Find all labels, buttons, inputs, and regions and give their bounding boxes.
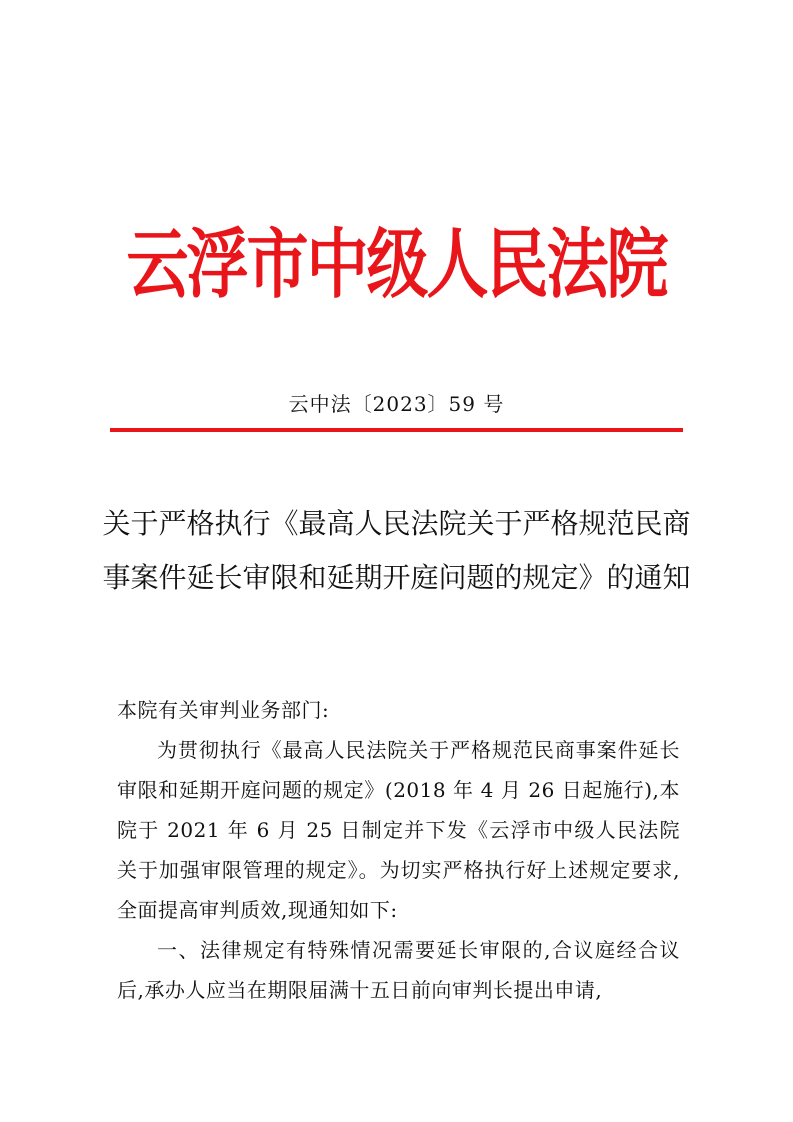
red-divider-line xyxy=(110,428,683,432)
salutation: 本院有关审判业务部门: xyxy=(117,698,330,722)
notice-body xyxy=(117,690,680,1010)
document-number: 云中法〔2023〕59 号 xyxy=(288,392,505,416)
notice-title: 关于严格执行《最高人民法院关于严格规范民商事案件延长审限和延期开庭问题的规定》的通知 xyxy=(102,507,691,594)
body-paragraph-2: 一、法律规定有特殊情况需要延长审限的,合议庭经合议后,承办人应当在期限届满十五日前向审判长提出申请, xyxy=(117,938,680,1002)
body-paragraph-1: 为贯彻执行《最高人民法院关于严格规范民商事案件延长审限和延期开庭问题的规定》(2018 年 4 月 26 日起施行),本院于 2021 年 6 月 25 日制定并下发《云浮市中级人民法院关于加强审限管理的规定》。为切实严格执行好上述规定要求,全面提高审判质效,现通知如下: xyxy=(117,738,680,922)
court-name-header: 云浮市中级人民法院 xyxy=(126,219,667,309)
